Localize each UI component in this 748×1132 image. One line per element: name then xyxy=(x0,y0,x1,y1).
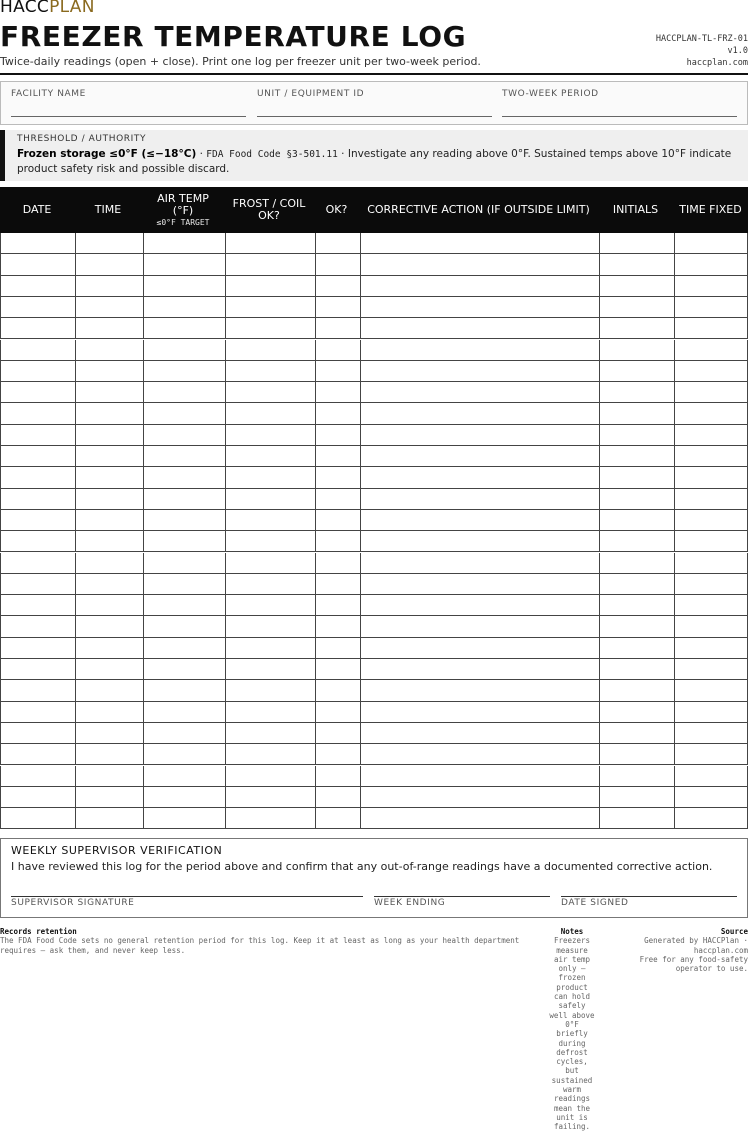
table-row[interactable] xyxy=(0,361,748,382)
table-cell-divider xyxy=(360,616,361,636)
supervisor-verification xyxy=(0,838,748,918)
table-cell-divider xyxy=(674,361,675,381)
table-cell-divider xyxy=(315,254,316,274)
table-cell-divider xyxy=(75,233,76,253)
column-header-date-label: DATE xyxy=(22,203,52,216)
table-cell-divider xyxy=(674,446,675,466)
table-cell-divider xyxy=(143,446,144,466)
table-cell-divider xyxy=(143,553,144,573)
table-cell-divider xyxy=(674,744,675,764)
table-cell-divider xyxy=(360,659,361,679)
table-cell-divider xyxy=(315,766,316,786)
header-fields xyxy=(0,81,748,125)
table-cell-divider xyxy=(674,723,675,743)
table-cell-divider xyxy=(315,723,316,743)
table-cell-divider xyxy=(315,489,316,509)
table-cell-divider xyxy=(75,361,76,381)
footer-source-text: Generated by HACCPlan · haccplan.com xyxy=(644,936,748,955)
table-cell-divider xyxy=(599,787,600,807)
table-cell-divider xyxy=(143,616,144,636)
table-cell-divider xyxy=(674,297,675,317)
table-cell-divider xyxy=(143,595,144,615)
table-cell-divider xyxy=(599,318,600,338)
column-header-time-fixed xyxy=(673,187,748,233)
column-header-corrective-action xyxy=(359,187,598,233)
table-cell-divider xyxy=(143,425,144,445)
column-header-air-temp-label: AIR TEMP (°F) xyxy=(157,191,209,217)
table-cell-divider xyxy=(143,808,144,828)
table-cell-divider xyxy=(360,467,361,487)
table-cell-divider xyxy=(143,403,144,423)
table-cell-divider xyxy=(143,254,144,274)
table-cell-divider xyxy=(143,531,144,551)
table-row[interactable] xyxy=(0,467,748,488)
table-cell-divider xyxy=(599,489,600,509)
table-row[interactable] xyxy=(0,787,748,808)
table-cell-divider xyxy=(225,766,226,786)
page-subtitle: Twice-daily readings (open + close). Print one log per freezer unit per two-week period. xyxy=(0,55,481,68)
supervisor-signature-line[interactable] xyxy=(11,896,363,897)
table-cell-divider xyxy=(599,510,600,530)
table-cell-divider xyxy=(143,680,144,700)
table-cell-divider xyxy=(315,553,316,573)
document-code: HACCPLAN-TL-FRZ-01 xyxy=(655,34,748,44)
two-week-period-label: TWO-WEEK PERIOD xyxy=(502,89,599,99)
table-cell-divider xyxy=(599,616,600,636)
table-row[interactable] xyxy=(0,425,748,446)
table-cell-divider xyxy=(599,766,600,786)
table-cell-divider xyxy=(225,638,226,658)
table-cell-divider xyxy=(599,723,600,743)
table-row[interactable] xyxy=(0,403,748,424)
table-cell-divider xyxy=(360,723,361,743)
threshold-text xyxy=(17,147,737,176)
table-row[interactable] xyxy=(0,382,748,403)
table-row[interactable] xyxy=(0,659,748,680)
facility-name-line xyxy=(11,116,246,117)
document-version: v1.0 xyxy=(727,46,748,56)
table-cell-divider xyxy=(360,254,361,274)
table-cell-divider xyxy=(315,340,316,360)
table-cell-divider xyxy=(674,254,675,274)
table-cell-divider xyxy=(315,233,316,253)
verification-statement: I have reviewed this log for the period above and confirm that any out-of-range readings have a documented corrective action. xyxy=(11,860,713,873)
table-cell-divider xyxy=(599,595,600,615)
table-cell-divider xyxy=(315,425,316,445)
table-cell-divider xyxy=(75,467,76,487)
table-cell-divider xyxy=(360,638,361,658)
table-cell-divider xyxy=(75,702,76,722)
table-cell-divider xyxy=(225,489,226,509)
table-cell-divider xyxy=(315,446,316,466)
table-cell-divider xyxy=(674,276,675,296)
table-cell-divider xyxy=(360,531,361,551)
table-row[interactable] xyxy=(0,616,748,637)
table-cell-divider xyxy=(315,382,316,402)
document-site: haccplan.com xyxy=(686,58,748,68)
document-meta xyxy=(656,33,748,69)
table-cell-divider xyxy=(143,318,144,338)
table-cell-divider xyxy=(143,638,144,658)
table-cell-divider xyxy=(315,680,316,700)
threshold-label: THRESHOLD / AUTHORITY xyxy=(17,134,147,144)
table-cell-divider xyxy=(360,489,361,509)
table-cell-divider xyxy=(360,680,361,700)
table-cell-divider xyxy=(75,254,76,274)
table-cell-divider xyxy=(143,297,144,317)
table-cell-divider xyxy=(143,276,144,296)
footer-source-text-2: Free for any food-safety operator to use. xyxy=(639,954,748,974)
table-row[interactable] xyxy=(0,297,748,318)
table-cell-divider xyxy=(225,467,226,487)
table-cell-divider xyxy=(360,553,361,573)
footer-notes xyxy=(548,927,596,1132)
table-row[interactable] xyxy=(0,233,748,254)
table-cell-divider xyxy=(143,766,144,786)
table-cell-divider xyxy=(225,510,226,530)
table-cell-divider xyxy=(315,276,316,296)
table-cell-divider xyxy=(315,467,316,487)
table-cell-divider xyxy=(674,553,675,573)
table-cell-divider xyxy=(360,340,361,360)
facility-name-label: FACILITY NAME xyxy=(11,89,86,99)
table-cell-divider xyxy=(225,382,226,402)
column-header-time xyxy=(74,187,142,233)
table-row[interactable] xyxy=(0,574,748,595)
table-cell-divider xyxy=(143,510,144,530)
table-cell-divider xyxy=(143,723,144,743)
table-cell-divider xyxy=(599,297,600,317)
brand-logo-part2: PLAN xyxy=(49,0,95,17)
table-cell-divider xyxy=(315,531,316,551)
table-cell-divider xyxy=(599,531,600,551)
table-cell-divider xyxy=(225,702,226,722)
table-cell-divider xyxy=(360,595,361,615)
unit-id-label: UNIT / EQUIPMENT ID xyxy=(257,89,365,99)
table-cell-divider xyxy=(75,787,76,807)
table-cell-divider xyxy=(599,361,600,381)
supervisor-signature-label: SUPERVISOR SIGNATURE xyxy=(11,898,135,908)
column-header-initials-label: INITIALS xyxy=(612,203,659,216)
table-cell-divider xyxy=(599,574,600,594)
table-cell-divider xyxy=(143,489,144,509)
table-cell-divider xyxy=(225,787,226,807)
table-cell-divider xyxy=(315,808,316,828)
column-header-time-fixed-label: TIME FIXED xyxy=(679,203,742,216)
threshold-citation: FDA Food Code §3-501.11 xyxy=(206,149,338,160)
threshold-instructions: · Investigate any reading above 0°F. Sustained temps above 10°F indicate product safety risk and possible discard. xyxy=(17,148,732,175)
footer-retention xyxy=(0,927,520,955)
threshold-accent-bar xyxy=(0,130,5,181)
footer-notes-text: Freezers measure air temp only — frozen product can hold safely well above 0°F briefly during defrost cycles, but sustained warm readings mean the unit is failing. xyxy=(549,936,595,1132)
table-cell-divider xyxy=(75,553,76,573)
column-header-frost-coil-label: FROST / COIL OK? xyxy=(232,197,306,222)
table-cell-divider xyxy=(674,702,675,722)
table-cell-divider xyxy=(225,680,226,700)
table-cell-divider xyxy=(674,510,675,530)
table-cell-divider xyxy=(360,276,361,296)
table-cell-divider xyxy=(360,787,361,807)
table-cell-divider xyxy=(315,787,316,807)
table-cell-divider xyxy=(75,446,76,466)
table-cell-divider xyxy=(599,744,600,764)
footer-retention-title: Records retention xyxy=(0,927,77,936)
column-header-ok xyxy=(314,187,359,233)
footer-retention-text: The FDA Food Code sets no general retention period for this log. Keep it at least as long as your health department requires — ask them, and never keep less. xyxy=(0,936,520,955)
table-row[interactable] xyxy=(0,489,748,510)
temperature-log-table xyxy=(0,187,748,833)
table-row[interactable] xyxy=(0,766,748,787)
table-row[interactable] xyxy=(0,318,748,339)
table-cell-divider xyxy=(599,680,600,700)
column-header-frost-coil xyxy=(224,187,314,233)
table-cell-divider xyxy=(143,467,144,487)
week-ending-line[interactable] xyxy=(374,896,550,897)
table-cell-divider xyxy=(360,425,361,445)
table-cell-divider xyxy=(315,510,316,530)
table-row[interactable] xyxy=(0,531,748,552)
table-cell-divider xyxy=(75,382,76,402)
table-cell-divider xyxy=(599,638,600,658)
table-cell-divider xyxy=(360,361,361,381)
table-cell-divider xyxy=(674,382,675,402)
table-cell-divider xyxy=(75,638,76,658)
table-cell-divider xyxy=(674,318,675,338)
table-cell-divider xyxy=(143,361,144,381)
header-divider xyxy=(0,73,748,75)
table-cell-divider xyxy=(225,616,226,636)
table-cell-divider xyxy=(599,467,600,487)
table-cell-divider xyxy=(225,659,226,679)
table-cell-divider xyxy=(674,808,675,828)
two-week-period-field[interactable] xyxy=(502,89,599,99)
table-cell-divider xyxy=(75,766,76,786)
table-cell-divider xyxy=(599,659,600,679)
table-cell-divider xyxy=(75,489,76,509)
table-cell-divider xyxy=(75,297,76,317)
table-cell-divider xyxy=(75,318,76,338)
table-cell-divider xyxy=(599,233,600,253)
unit-id-line xyxy=(257,116,492,117)
table-cell-divider xyxy=(674,467,675,487)
table-row[interactable] xyxy=(0,744,748,765)
table-cell-divider xyxy=(360,808,361,828)
table-row[interactable] xyxy=(0,446,748,467)
table-cell-divider xyxy=(599,276,600,296)
table-cell-divider xyxy=(143,574,144,594)
table-cell-divider xyxy=(225,425,226,445)
column-header-corrective-action-label: CORRECTIVE ACTION (IF OUTSIDE LIMIT) xyxy=(367,203,590,216)
table-cell-divider xyxy=(225,723,226,743)
footer-notes-title: Notes xyxy=(560,927,584,936)
table-cell-divider xyxy=(599,702,600,722)
table-cell-divider xyxy=(360,382,361,402)
table-row[interactable] xyxy=(0,254,748,275)
table-cell-divider xyxy=(674,489,675,509)
table-cell-divider xyxy=(225,403,226,423)
table-cell-divider xyxy=(225,361,226,381)
table-cell-divider xyxy=(225,574,226,594)
table-cell-divider xyxy=(225,553,226,573)
table-cell-divider xyxy=(75,723,76,743)
table-cell-divider xyxy=(75,531,76,551)
week-ending-label: WEEK ENDING xyxy=(374,898,446,908)
table-cell-divider xyxy=(315,659,316,679)
table-cell-divider xyxy=(143,382,144,402)
table-cell-divider xyxy=(674,233,675,253)
table-cell-divider xyxy=(674,766,675,786)
table-cell-divider xyxy=(75,276,76,296)
table-cell-divider xyxy=(143,659,144,679)
column-header-air-temp-target: ≤0°F TARGET xyxy=(156,217,210,227)
threshold-rule: Frozen storage ≤0°F (≤−18°C) xyxy=(17,148,197,160)
table-cell-divider xyxy=(75,659,76,679)
table-cell-divider xyxy=(599,382,600,402)
table-row[interactable] xyxy=(0,723,748,744)
table-cell-divider xyxy=(75,340,76,360)
table-cell-divider xyxy=(360,702,361,722)
footer-source-title: Source xyxy=(720,927,748,936)
table-cell-divider xyxy=(315,574,316,594)
table-cell-divider xyxy=(674,787,675,807)
table-cell-divider xyxy=(599,808,600,828)
footer-source xyxy=(630,927,748,973)
table-cell-divider xyxy=(225,446,226,466)
table-cell-divider xyxy=(75,403,76,423)
table-cell-divider xyxy=(75,510,76,530)
table-cell-divider xyxy=(315,616,316,636)
table-cell-divider xyxy=(674,616,675,636)
table-cell-divider xyxy=(315,744,316,764)
table-cell-divider xyxy=(225,808,226,828)
table-cell-divider xyxy=(315,361,316,381)
table-row[interactable] xyxy=(0,553,748,574)
table-row[interactable] xyxy=(0,510,748,531)
date-signed-line[interactable] xyxy=(561,896,737,897)
table-row[interactable] xyxy=(0,808,748,829)
page-title: FREEZER TEMPERATURE LOG xyxy=(0,20,467,53)
table-cell-divider xyxy=(225,297,226,317)
table-cell-divider xyxy=(599,254,600,274)
two-week-period-line xyxy=(502,116,737,117)
table-cell-divider xyxy=(599,403,600,423)
table-cell-divider xyxy=(360,510,361,530)
table-row[interactable] xyxy=(0,702,748,723)
table-cell-divider xyxy=(225,233,226,253)
column-header-ok-label: OK? xyxy=(325,203,348,216)
table-row[interactable] xyxy=(0,276,748,297)
table-cell-divider xyxy=(360,766,361,786)
table-row[interactable] xyxy=(0,340,748,361)
table-cell-divider xyxy=(674,680,675,700)
table-cell-divider xyxy=(225,744,226,764)
unit-id-field[interactable] xyxy=(257,89,364,99)
table-cell-divider xyxy=(360,446,361,466)
table-cell-divider xyxy=(75,808,76,828)
table-cell-divider xyxy=(674,659,675,679)
brand-logo-part1: HACC xyxy=(0,0,50,17)
brand-logo xyxy=(0,0,95,17)
table-cell-divider xyxy=(674,340,675,360)
table-cell-divider xyxy=(75,574,76,594)
table-cell-divider xyxy=(674,531,675,551)
table-row[interactable] xyxy=(0,638,748,659)
table-cell-divider xyxy=(674,403,675,423)
table-cell-divider xyxy=(674,638,675,658)
table-cell-divider xyxy=(315,403,316,423)
table-cell-divider xyxy=(599,340,600,360)
table-cell-divider xyxy=(225,340,226,360)
table-cell-divider xyxy=(75,744,76,764)
table-cell-divider xyxy=(75,616,76,636)
table-cell-divider xyxy=(360,744,361,764)
table-cell-divider xyxy=(599,553,600,573)
table-header xyxy=(0,187,748,233)
table-cell-divider xyxy=(225,531,226,551)
table-cell-divider xyxy=(315,595,316,615)
table-cell-divider xyxy=(360,574,361,594)
column-header-initials xyxy=(598,187,673,233)
column-header-air-temp xyxy=(146,187,220,233)
table-cell-divider xyxy=(143,233,144,253)
table-cell-divider xyxy=(360,318,361,338)
table-cell-divider xyxy=(599,446,600,466)
table-cell-divider xyxy=(674,425,675,445)
table-cell-divider xyxy=(225,254,226,274)
threshold-callout xyxy=(0,130,748,181)
table-cell-divider xyxy=(674,574,675,594)
table-cell-divider xyxy=(315,638,316,658)
table-cell-divider xyxy=(143,744,144,764)
table-cell-divider xyxy=(75,425,76,445)
date-signed-label: DATE SIGNED xyxy=(561,898,629,908)
table-cell-divider xyxy=(143,787,144,807)
table-cell-divider xyxy=(360,297,361,317)
table-cell-divider xyxy=(75,595,76,615)
table-cell-divider xyxy=(315,297,316,317)
table-cell-divider xyxy=(225,276,226,296)
table-cell-divider xyxy=(674,595,675,615)
table-cell-divider xyxy=(143,702,144,722)
table-row[interactable] xyxy=(0,595,748,616)
table-row[interactable] xyxy=(0,680,748,701)
table-cell-divider xyxy=(315,318,316,338)
table-cell-divider xyxy=(360,233,361,253)
table-cell-divider xyxy=(599,425,600,445)
table-cell-divider xyxy=(225,595,226,615)
table-cell-divider xyxy=(315,702,316,722)
table-cell-divider xyxy=(143,340,144,360)
table-cell-divider xyxy=(75,680,76,700)
table-cell-divider xyxy=(225,318,226,338)
verification-title: WEEKLY SUPERVISOR VERIFICATION xyxy=(11,844,223,857)
column-header-date xyxy=(0,187,74,233)
facility-name-field[interactable] xyxy=(11,89,86,99)
table-cell-divider xyxy=(360,403,361,423)
threshold-separator: · xyxy=(196,148,207,160)
column-header-time-label: TIME xyxy=(94,203,122,216)
